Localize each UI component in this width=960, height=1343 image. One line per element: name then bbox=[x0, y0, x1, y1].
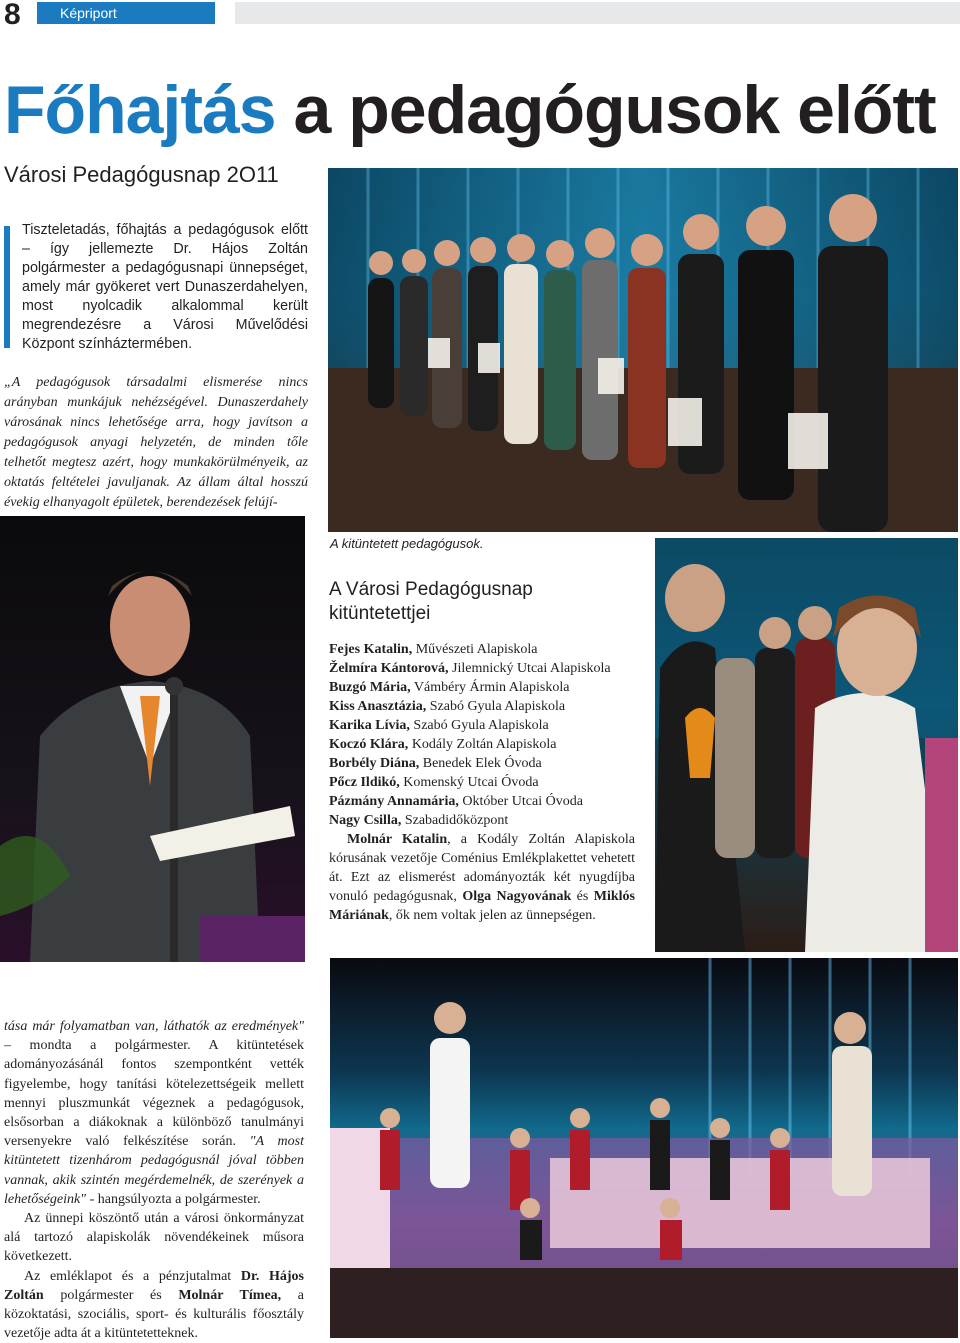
paragraph-1-quote: "A most kitüntetett tizenhárom pedagógusnál jóval többen vannak, akik szintén megérdemelnék, de szerények a lehetőségeink" bbox=[4, 1134, 304, 1207]
honoree-item bbox=[329, 697, 635, 716]
honoree-name: Buzgó Mária, bbox=[329, 680, 411, 695]
article-continuation bbox=[4, 1017, 304, 1343]
honorees-list bbox=[329, 640, 635, 925]
photo-children-dance bbox=[330, 958, 958, 1338]
honoree-item bbox=[329, 678, 635, 697]
honoree-school: Szabadidőközpont bbox=[401, 813, 509, 828]
honoree-item bbox=[329, 773, 635, 792]
honoree-item bbox=[329, 735, 635, 754]
honoree-school: Művészeti Alapiskola bbox=[412, 642, 538, 657]
honoree-school: Benedek Elek Óvoda bbox=[419, 756, 542, 771]
honoree-school: Szabó Gyula Alapiskola bbox=[409, 718, 549, 733]
honorees-box-title: A Városi Pedagógusnap kitüntetettjei bbox=[329, 579, 533, 624]
extra-and: és bbox=[571, 889, 594, 904]
dance-illustration bbox=[330, 958, 958, 1338]
honoree-name: Koczó Klára, bbox=[329, 737, 409, 752]
photo-handshake bbox=[655, 538, 958, 952]
honoree-item bbox=[329, 754, 635, 773]
intro-quote: „A pedagógusok társadalmi elismerése nincs arányban munkájuk nehézségével. Dunaszerdahely városának nincs lehetősége arra, hogy javítson a pedagógusok anyagi helyzetén, de minden tőle telhetőt megtesz azért, hogy munkakörülményeik, az oktatás feltételei javuljanak. Az állam által hosszú évekig elhanyagolt épületek, berendezések felújí- bbox=[4, 375, 308, 510]
lead-accent-bar bbox=[4, 226, 10, 348]
header-rule bbox=[235, 2, 960, 24]
paragraph-1-text: – mondta a polgármester. A kitüntetések adományozásánál fontos szempontként vették figyelembe, hogy tanítási kötelezettségeik mellett mennyi pluszmunkát végeznek a pedagógusok, elsősorban a diákoknak a különböző tanulmányi versenyekre való felkészítése során. bbox=[4, 1038, 304, 1150]
paragraph-1-end: - hangsúlyozta a polgármester. bbox=[86, 1191, 261, 1207]
extra-end: , ők nem voltak jelen az ünnepségen. bbox=[388, 908, 596, 923]
honoree-name: Karika Lívia, bbox=[329, 718, 410, 733]
honoree-school: Október Utcai Óvoda bbox=[458, 794, 583, 809]
honoree-item bbox=[329, 811, 635, 830]
headline-rest: a pedagógusok előtt bbox=[275, 72, 936, 148]
page-number: 8 bbox=[4, 0, 21, 31]
mayor-name: Dr. Hájos Zoltán bbox=[4, 1268, 304, 1303]
paragraph-3-a: Az emléklapot és a pénzjutalmat bbox=[24, 1268, 241, 1284]
honoree-school: Komenský Utcai Óvoda bbox=[399, 775, 539, 790]
paragraph-2: Az ünnepi köszöntő után a városi önkormányzat alá tartozó alapiskolák növendékeinek műsora következett. bbox=[4, 1211, 304, 1265]
extra-honoree-name: Molnár Katalin bbox=[347, 832, 448, 847]
stage-scene-illustration bbox=[328, 168, 958, 532]
honoree-name: Fejes Katalin, bbox=[329, 642, 413, 657]
honoree-name: Nagy Csilla, bbox=[329, 813, 402, 828]
paragraph-3-c: polgármester és bbox=[43, 1287, 179, 1303]
extra-honoree-name-3: Miklós Máriának bbox=[329, 889, 635, 923]
photo-mayor-speech bbox=[0, 516, 305, 962]
honoree-school: Vámbéry Ármin Alapiskola bbox=[410, 680, 570, 695]
honoree-name: Pőcz Ildikó, bbox=[329, 775, 400, 790]
section-label: Képriport bbox=[60, 5, 117, 21]
honoree-item bbox=[329, 640, 635, 659]
honoree-item bbox=[329, 659, 635, 678]
quote-end: tása már folyamatban van, láthatók az eredmények" bbox=[4, 1019, 304, 1034]
extra-honoree-name-2: Olga Nagyovának bbox=[462, 889, 572, 904]
lead-paragraph: Tiszteletadás, főhajtás a pedagógusok előtt – így jellemezte Dr. Hájos Zoltán polgármester a pedagógusnapi ünnepséget, amely már gyökeret vert Dunaszerdahelyen, most nyolcadik alkalommal került megrendezésre a Városi Művelődési Központ színháztermében. bbox=[22, 222, 308, 352]
mayor-illustration bbox=[0, 516, 305, 962]
honoree-school: Szabó Gyula Alapiskola bbox=[426, 699, 566, 714]
subheadline: Városi Pedagógusnap 2O11 bbox=[4, 162, 279, 187]
paragraph-3 bbox=[4, 1267, 304, 1343]
honoree-school: Jilemnický Utcai Alapiskola bbox=[448, 661, 611, 676]
paragraph-3-d: a közoktatási, szociális, sport- és kulturális főosztály vezetője adta át a kitüntetetteknek. bbox=[4, 1287, 305, 1342]
photo-awarded-teachers bbox=[328, 168, 958, 532]
honoree-item bbox=[329, 716, 635, 735]
honoree-name: Borbély Diána, bbox=[329, 756, 420, 771]
honoree-name: Kiss Anasztázia, bbox=[329, 699, 427, 714]
honoree-name: Želmíra Kántorová, bbox=[329, 661, 449, 676]
honoree-school: Kodály Zoltán Alapiskola bbox=[408, 737, 557, 752]
caption-awarded-teachers: A kitüntetett pedagógusok. bbox=[330, 536, 484, 551]
headline bbox=[4, 68, 936, 152]
headline-highlight: Főhajtás bbox=[4, 72, 276, 148]
paragraph-1 bbox=[4, 1017, 304, 1209]
honorees-extra-note bbox=[329, 830, 635, 925]
extra-text: , a Kodály Zoltán Alapiskola kórusának vezetője Coménius Emlékplakettet vehetett át. Ezt az elismerést adományozták két nyugdíjba vonuló pedagógusnak, bbox=[329, 832, 636, 904]
department-head-name: Molnár Tímea, bbox=[178, 1287, 282, 1303]
honoree-name: Pázmány Annamária, bbox=[329, 794, 459, 809]
handshake-illustration bbox=[655, 538, 958, 952]
honoree-item bbox=[329, 792, 635, 811]
